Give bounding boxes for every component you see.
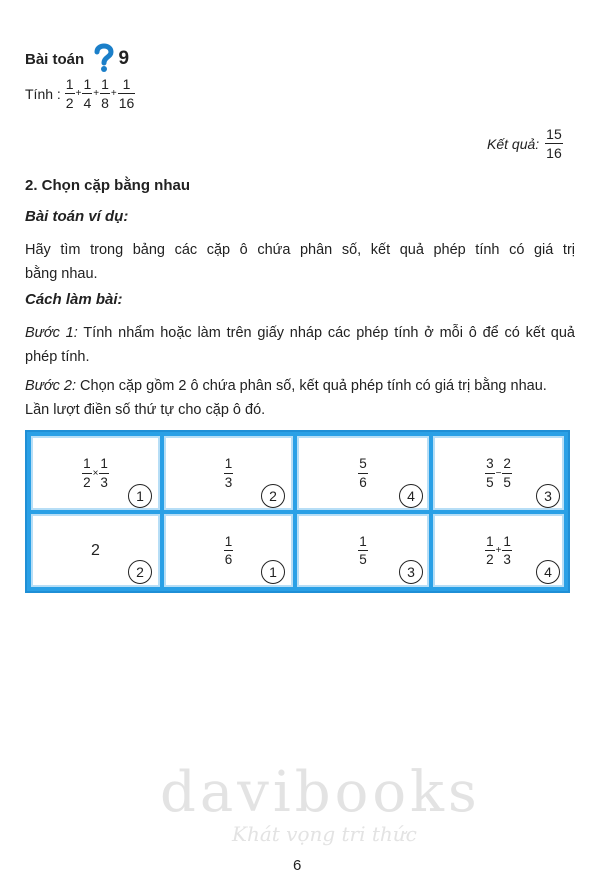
denominator: 3 [224, 474, 233, 490]
plus-sign: + [495, 545, 502, 556]
denominator: 16 [118, 95, 135, 111]
numerator: 1 [359, 533, 367, 549]
numerator: 15 [546, 126, 562, 142]
problem-title [25, 42, 129, 72]
text-line: Lần lượt điền số thứ tự cho cặp ô đó. [25, 402, 266, 418]
watermark-tagline: Khát vọng tri thức [232, 822, 417, 846]
text-line: phép tính. [25, 349, 90, 365]
denominator: 16 [546, 145, 562, 161]
numerator: 1 [224, 533, 233, 549]
denominator: 2 [486, 552, 494, 567]
numerator: 1 [486, 533, 494, 549]
section-title: 2. Chọn cặp bằng nhau [25, 177, 191, 194]
fraction [358, 535, 368, 567]
fraction [118, 77, 136, 110]
example-title: Bài toán ví dụ: [25, 208, 129, 225]
fraction [99, 457, 109, 489]
denominator: 5 [359, 552, 367, 567]
denominator: 8 [101, 95, 109, 111]
pair-number-badge: 1 [128, 484, 152, 508]
pair-number-badge: 4 [399, 484, 423, 508]
fraction [100, 77, 110, 110]
text-line: bằng nhau. [25, 266, 98, 282]
pair-number-badge: 2 [261, 484, 285, 508]
step-1 [25, 321, 575, 369]
numerator: 1 [100, 456, 108, 471]
text-line: Hãy tìm trong bảng các cặp ô chứa phân số, kết quả phép tính có giá trị [25, 242, 575, 258]
denominator: 2 [65, 95, 74, 111]
denominator: 6 [359, 474, 367, 490]
result-fraction [545, 127, 563, 160]
example-text [25, 238, 575, 286]
fraction [82, 77, 92, 110]
fraction [224, 457, 234, 489]
step-text: Tính nhẩm hoặc làm trên giấy nháp các phép tính ở mỗi ô để có kết quả [77, 325, 575, 341]
numerator: 5 [359, 456, 367, 471]
method-title: Cách làm bài: [25, 291, 123, 308]
step-label: Bước 2: [25, 378, 76, 394]
denominator: 4 [83, 95, 92, 111]
table-cell[interactable] [433, 436, 564, 510]
fraction [502, 535, 512, 567]
question-mark-icon [92, 42, 116, 72]
numerator: 1 [503, 533, 511, 549]
pair-number-badge: 3 [399, 560, 423, 584]
table-cell[interactable] [31, 436, 160, 510]
plus-sign: + [93, 88, 100, 99]
multiply-sign: × [92, 467, 99, 479]
numerator: 3 [486, 456, 494, 471]
fraction [358, 457, 368, 489]
calc-label: Tính : [25, 85, 61, 102]
numerator: 1 [101, 76, 109, 92]
step-label: Bước 1: [25, 325, 78, 341]
pair-number-badge: 3 [536, 484, 560, 508]
table-cell[interactable] [297, 436, 429, 510]
numerator: 1 [83, 76, 92, 92]
matching-table [25, 430, 570, 593]
table-cell[interactable] [31, 514, 160, 587]
pair-number-badge: 4 [536, 560, 560, 584]
table-cell[interactable] [164, 514, 293, 587]
problem-number: 9 [118, 48, 130, 69]
numerator: 1 [83, 456, 91, 471]
denominator: 5 [486, 474, 494, 490]
denominator: 2 [83, 474, 91, 490]
fraction [485, 535, 495, 567]
denominator: 6 [224, 552, 233, 567]
minus-sign: − [495, 467, 502, 479]
table-cell[interactable] [433, 514, 564, 587]
plus-sign: + [75, 88, 82, 99]
numerator: 2 [503, 456, 511, 471]
problem-title-label: Bài toán [25, 51, 85, 68]
fraction [502, 457, 512, 489]
watermark-brand: davibooks [160, 760, 481, 825]
pair-number-badge: 2 [128, 560, 152, 584]
pair-number-badge: 1 [261, 560, 285, 584]
whole-number: 2 [91, 541, 100, 559]
text-line [25, 321, 575, 345]
text-line [25, 374, 575, 398]
result [487, 127, 563, 160]
denominator: 3 [100, 474, 108, 490]
numerator: 1 [122, 76, 131, 92]
numerator: 1 [224, 456, 233, 471]
numerator: 1 [65, 76, 74, 92]
denominator: 5 [503, 474, 511, 490]
fraction [65, 77, 75, 110]
step-text: Chọn cặp gồm 2 ô chứa phân số, kết quả phép tính có giá trị bằng nhau. [76, 378, 547, 394]
fraction [82, 457, 92, 489]
table-cell[interactable] [297, 514, 429, 587]
step-2 [25, 374, 575, 422]
fraction [485, 457, 495, 489]
result-label: Kết quả: [487, 135, 540, 152]
plus-sign: + [110, 88, 117, 99]
calculation [25, 77, 135, 110]
table-cell[interactable] [164, 436, 293, 510]
page-number: 6 [293, 857, 302, 874]
fraction [224, 535, 234, 567]
denominator: 3 [503, 552, 511, 567]
